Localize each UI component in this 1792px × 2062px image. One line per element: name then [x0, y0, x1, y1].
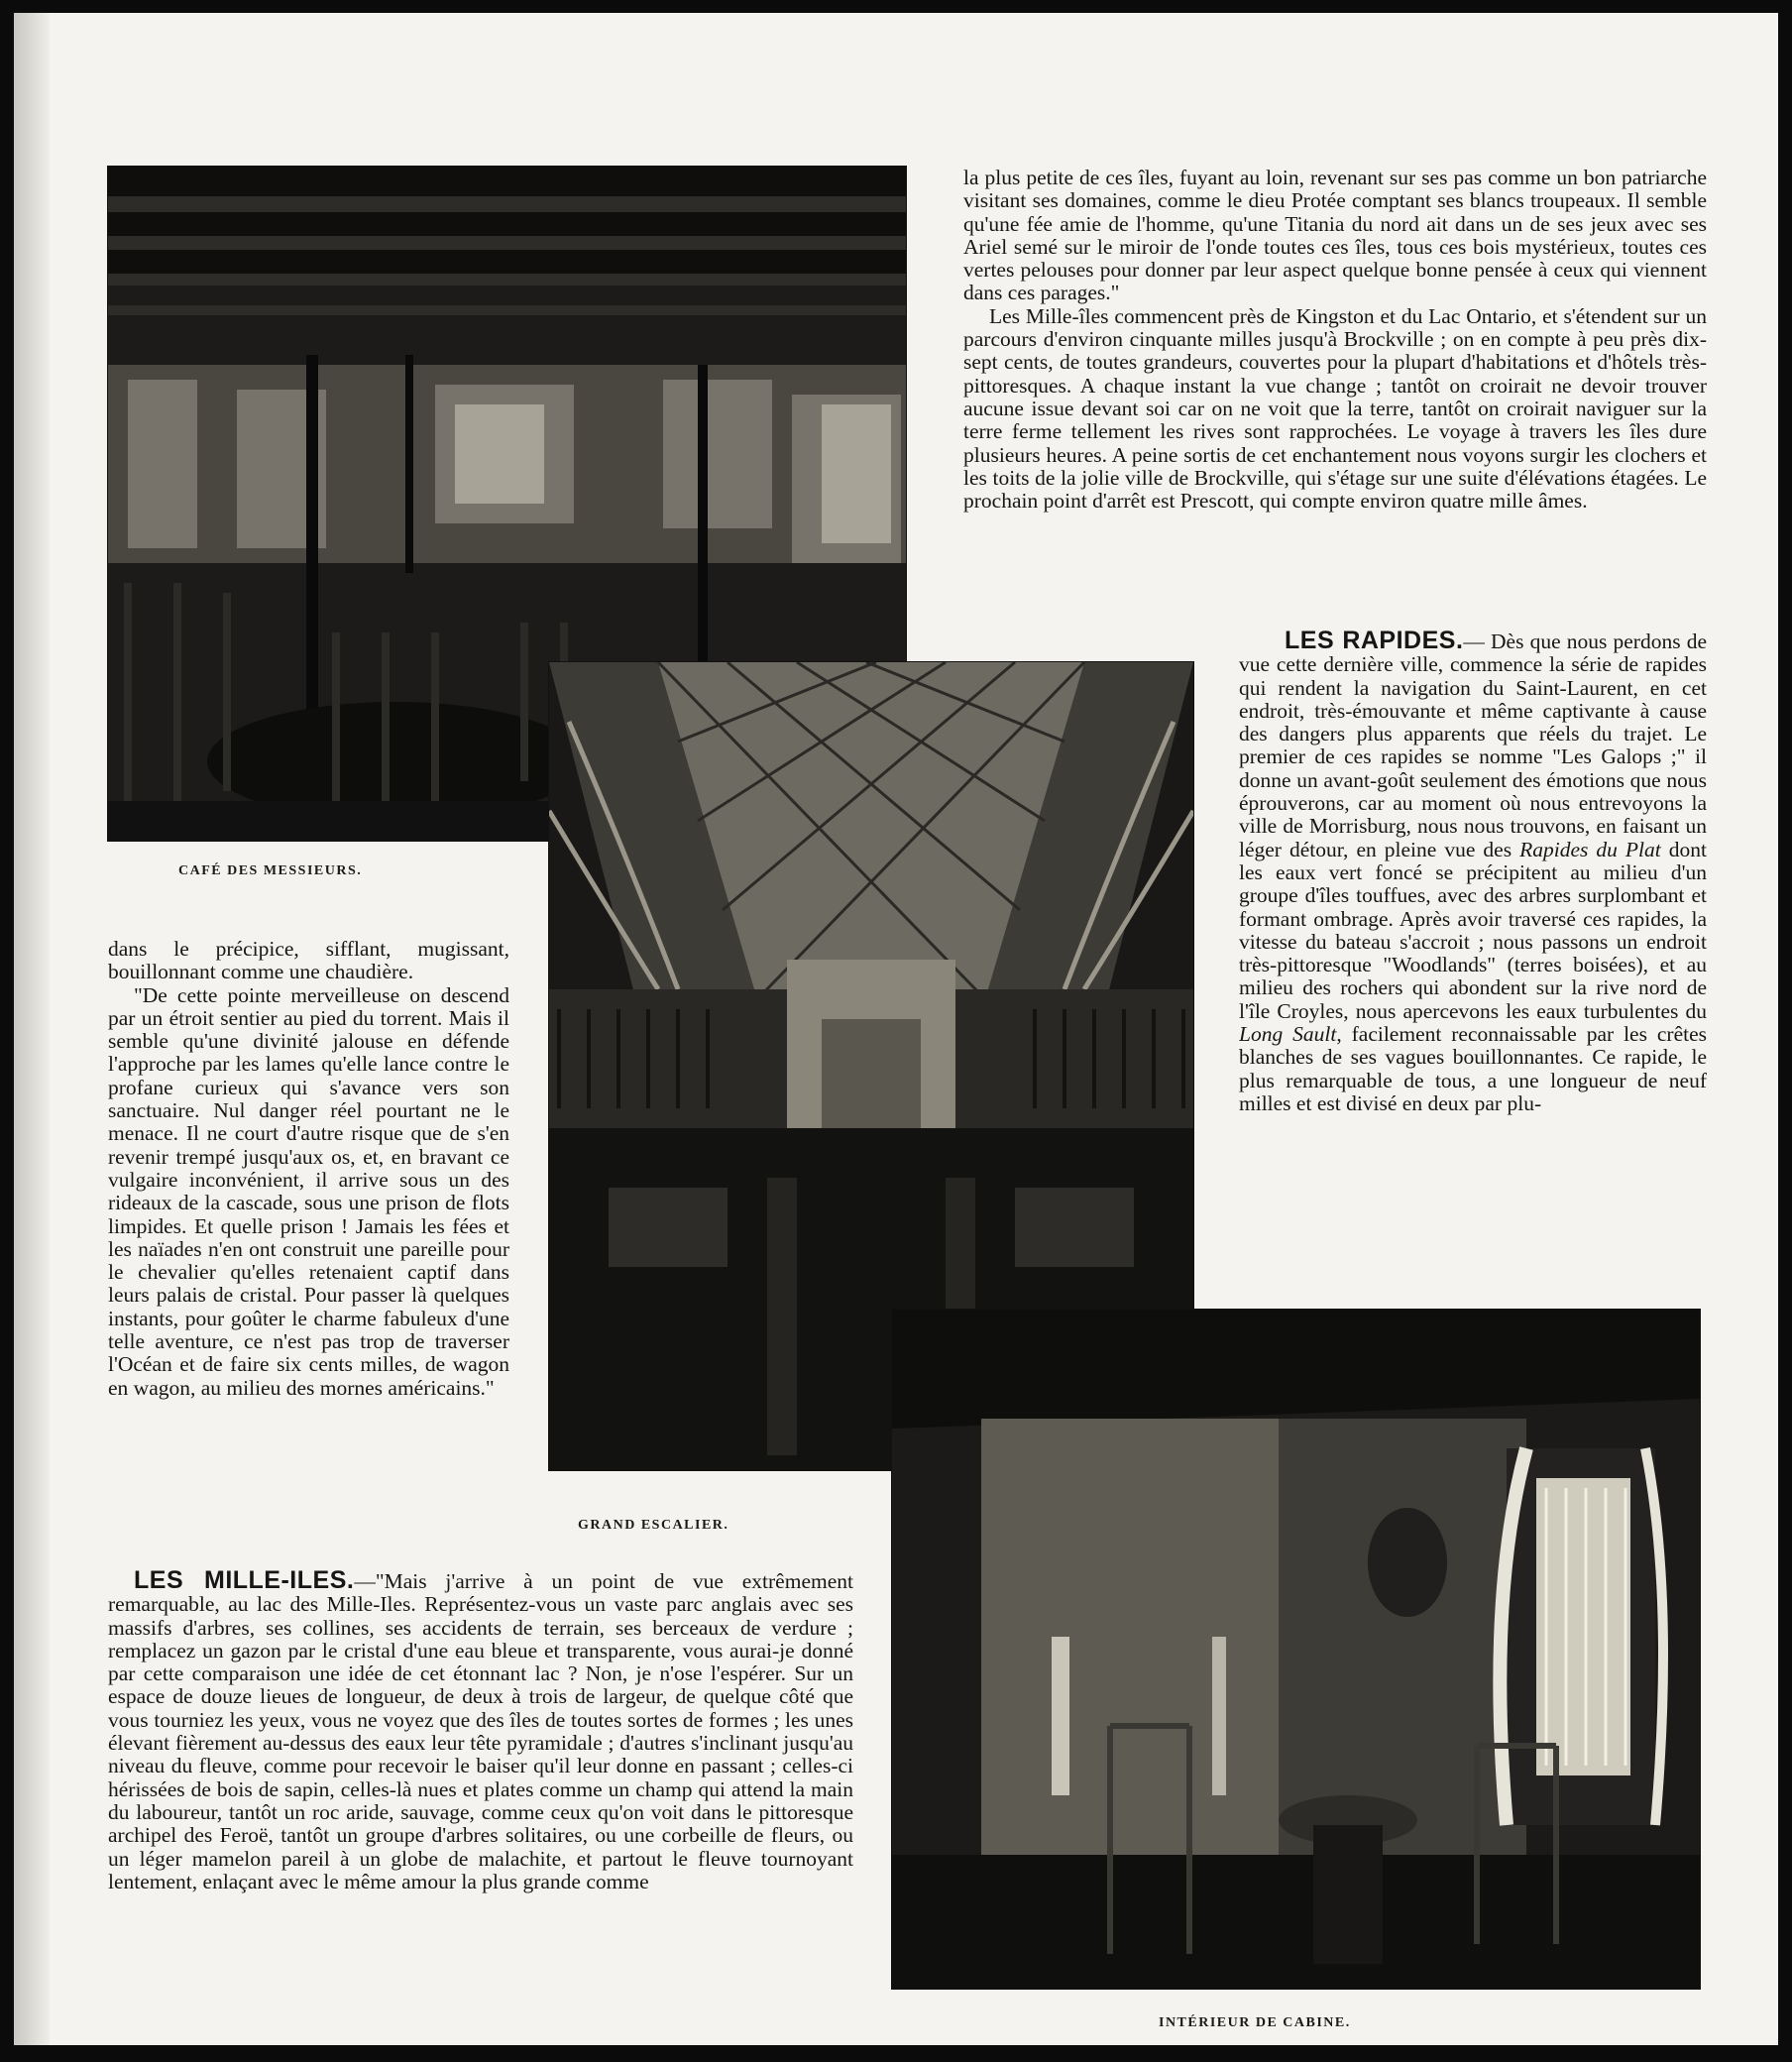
- paragraph-mille-iles-kingston: Les Mille-îles commencent près de Kingston et du Lac Ontario, et s'étendent sur un parcours d'environ cinquante milles jusqu'à Brockville ; on en compte à peu près dix-sept cents, de toutes grandeurs, couvertes pour la plupart d'habitations et d'hôtels très-pittoresques. A chaque instant la vue change ; tantôt on croirait ne devoir trouver aucune issue devant soi car on ne voit que la terre, tantôt on croirait naviguer sur la terre ferme tellement les rives sont rapprochées. Le voyage à travers les îles dure plusieurs heures. A peine sortis de cet enchantement nous voyons surgir les clochers et les toits de la jolie ville de Brockville, qui s'étage sur une suite d'élévations étagées. Le prochain point d'arrêt est Prescott, qui compte environ quatre mille âmes.: [963, 303, 1707, 514]
- long-sault: Long Sault: [1239, 1022, 1337, 1047]
- rapides-text-1: — Dès que nous perdons de vue cette dernière ville, commence la série de rapides qui rendent la navigation du Saint-Laurent, en cet endroit, très-émouvante et même captivante à cause des dangers plus apparents que réels du trajet. Le premier de ces rapides se nomme "Les Galops ;" il donne un avant-goût seulement des émotions que nous éprouverons, car au moment où nous entrevoyons la ville de Morrisburg, nous nous trouvons, en faisant un léger détour, en pleine vue des: [1239, 630, 1707, 861]
- rapides-text-3: , facilement reconnaissable par les crêtes blanches de ses vagues bouillonnantes. Ce rapide, le plus remarquable de tous, a une longueur de neuf milles et est divisé en deux par plu-: [1239, 1022, 1707, 1115]
- caption-cafe: CAFÉ DES MESSIEURS.: [178, 863, 363, 878]
- text-column-rapides: [1239, 630, 1707, 1284]
- rapides-text-2: dont les eaux vert foncé se précipitent au milieu d'un groupe d'îles touffues, avec des arbres surplombant et formant ombrage. Après avoir traversé ces rapides, la vitesse du bateau s'accroit ; nous passons un endroit très-pittoresque "Woodlands" (terres boisées), et au milieu des rochers qui abondent sur la rive nord de l'île Croyles, nous apercevons les eaux turbulentes du: [1239, 837, 1707, 1023]
- text-column-left-middle: [108, 938, 509, 1572]
- rapides-du-plat: Rapides du Plat: [1519, 837, 1661, 861]
- magazine-page: [14, 13, 1778, 2045]
- text-column-right-top: [963, 167, 1707, 628]
- caption-escalier: GRAND ESCALIER.: [578, 1518, 729, 1533]
- paragraph-pointe-merveilleuse: "De cette pointe merveilleuse on descend par un étroit sentier au pied du torrent. Mais il semble qu'une divinité jalouse en défende l'approche par les lames qu'elle lance contre le profane curieux qui s'avance vers son sanctuaire. Nul danger réel pourtant ne le menace. Il ne court d'autre risque que de s'en revenir trempé jusqu'aux os, et, en bravant ce vulgaire inconvénient, il arrive sous un des rideaux de la cascade, sous une prison de flots limpides. Et quelle prison ! Jamais les fées et les naïades n'en ont construit une pareille pour le chevalier qu'elles retenaient captif dans leurs palais de cristal. Pour passer là quelques instants, pour goûter le charme fabuleux d'une telle aventure, ce n'est pas trop de traverser l'Océan et de faire six cents milles, de wagon en wagon, au milieu des mornes américains.": [108, 982, 509, 1400]
- binding-gutter: [14, 13, 50, 2045]
- mille-iles-text: —"Mais j'arrive à un point de vue extrêmement remarquable, au lac des Mille-Iles. Représentez-vous un vaste parc anglais avec ses massifs d'arbres, ses collines, ses accidents de terrain, ses berceaux de verdure ; remplacez un gazon par le cristal d'une eau bleue et transparente, vous aurai-je donné par cette comparaison une idée de cet étonnant lac ? Non, je n'ose l'espérer. Sur un espace de douze lieues de longueur, de deux à trois de largeur, de quelque côté que vous tourniez les yeux, vous ne voyez que des îles de toutes sortes de formes ; les unes élevant fièrement au-dessus des eaux leur tête pyramidale ; d'autres s'inclinant jusqu'au niveau du fleuve, comme pour recevoir le baiser qu'il leur donne en passant ; celles-ci hérissées de bois de sapin, celles-là nues et plates comme un champ qui attend la main du laboureur, tantôt un roc aride, sauvage, comme ceux qu'on voit dans le pittoresque archipel des Feroë, tantôt un groupe d'arbres solitaires, ou une corbeille de fleurs, ou un léger mamelon pareil à un globe de malachite, et partout le fleuve tournoyant lentement, enlaçant avec le même amour la plus grande comme: [108, 1569, 853, 1893]
- text-column-mille-iles: [108, 1569, 853, 2005]
- heading-les-rapides: LES RAPIDES.: [1285, 630, 1464, 654]
- heading-les-mille-iles: LES MILLE-ILES.: [134, 1569, 355, 1594]
- photo-interieur-de-cabine: [892, 1310, 1700, 1989]
- paragraph-patriarche: la plus petite de ces îles, fuyant au loin, revenant sur ses pas comme un bon patriarche visitant ses domaines, comme le dieu Protée comptant ses blancs troupeaux. Il semble qu'une fée amie de l'homme, qu'une Titania du nord ait dans un de ses jeux avec ses Ariel semé sur le miroir de l'onde toutes ces îles, tous ces bois mystérieux, toutes ces vertes pelouses pour donner par leur aspect quelque bonne pensée à ceux qui viennent dans ces parages.": [963, 167, 1707, 305]
- caption-cabine: INTÉRIEUR DE CABINE.: [1159, 2015, 1351, 2030]
- paragraph-precipice: dans le précipice, sifflant, mugissant, bouillonnant comme une chaudière.: [108, 938, 509, 984]
